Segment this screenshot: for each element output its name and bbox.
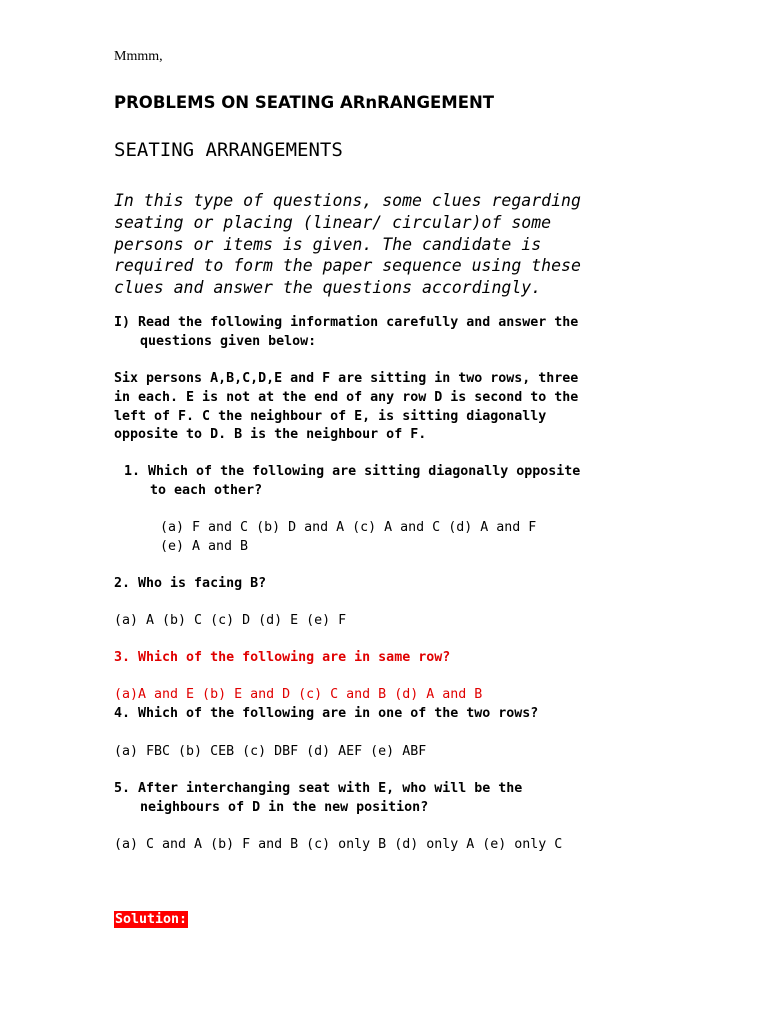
solution-label-row	[114, 911, 654, 930]
question-2	[114, 575, 654, 594]
section-title: SEATING ARRANGEMENTS	[114, 139, 343, 161]
question-1-options	[160, 519, 700, 557]
solution-label: Solution:	[115, 912, 188, 927]
question-line: 3. Which of the following are in same row?	[114, 650, 451, 665]
passage	[114, 370, 654, 445]
section-heading-line: questions given below:	[140, 333, 317, 349]
passage-line: Six persons A,B,C,D,E and F are sitting in two rows, three	[114, 371, 579, 386]
passage-line: left of F. C the neighbour of E, is sitting diagonally	[114, 408, 547, 424]
passage-line: in each. E is not at the end of any row D is second to the	[114, 389, 579, 405]
greeting: Mmmm,	[114, 49, 163, 64]
option-line: (e) A and B	[160, 538, 249, 554]
option-line: (a) C and A (b) F and B (c) only B (d) only A (e) only C	[114, 837, 563, 852]
question-2-options	[114, 612, 654, 631]
question-3	[114, 649, 654, 668]
question-line: 2. Who is facing B?	[114, 576, 267, 591]
section-heading	[114, 314, 654, 352]
intro-paragraph	[114, 190, 634, 299]
question-line: 5. After interchanging seat with E, who will be the	[114, 781, 523, 796]
intro-line: persons or items is given. The candidate is	[114, 234, 542, 254]
question-4	[114, 705, 654, 724]
question-line: 4. Which of the following are in one of the two rows?	[114, 706, 539, 721]
intro-line: clues and answer the questions accordingly.	[114, 278, 542, 298]
option-line: (a) F and C (b) D and A (c) A and C (d) A and F	[160, 520, 537, 535]
question-1	[124, 463, 664, 501]
option-line: (a) FBC (b) CEB (c) DBF (d) AEF (e) ABF	[114, 744, 427, 759]
passage-line: opposite to D. B is the neighbour of F.	[114, 427, 427, 443]
intro-line: required to form the paper sequence using these	[114, 256, 581, 276]
question-4-options	[114, 743, 654, 762]
question-line: neighbours of D in the new position?	[140, 799, 429, 815]
question-3-options	[114, 686, 654, 705]
question-line: to each other?	[150, 482, 263, 498]
intro-line: seating or placing (linear/ circular)of some	[114, 212, 552, 232]
option-line: (a) A (b) C (c) D (d) E (e) F	[114, 613, 347, 628]
question-5	[114, 780, 654, 818]
section-heading-line: I) Read the following information carefully and answer the	[114, 315, 579, 330]
intro-line: In this type of questions, some clues regarding	[114, 191, 581, 210]
question-line: 1. Which of the following are sitting diagonally opposite	[124, 464, 581, 479]
option-line: (a)A and E (b) E and D (c) C and B (d) A and B	[114, 687, 483, 702]
question-5-options	[114, 836, 654, 855]
document-title: PROBLEMS ON SEATING ARnRANGEMENT	[114, 93, 495, 112]
